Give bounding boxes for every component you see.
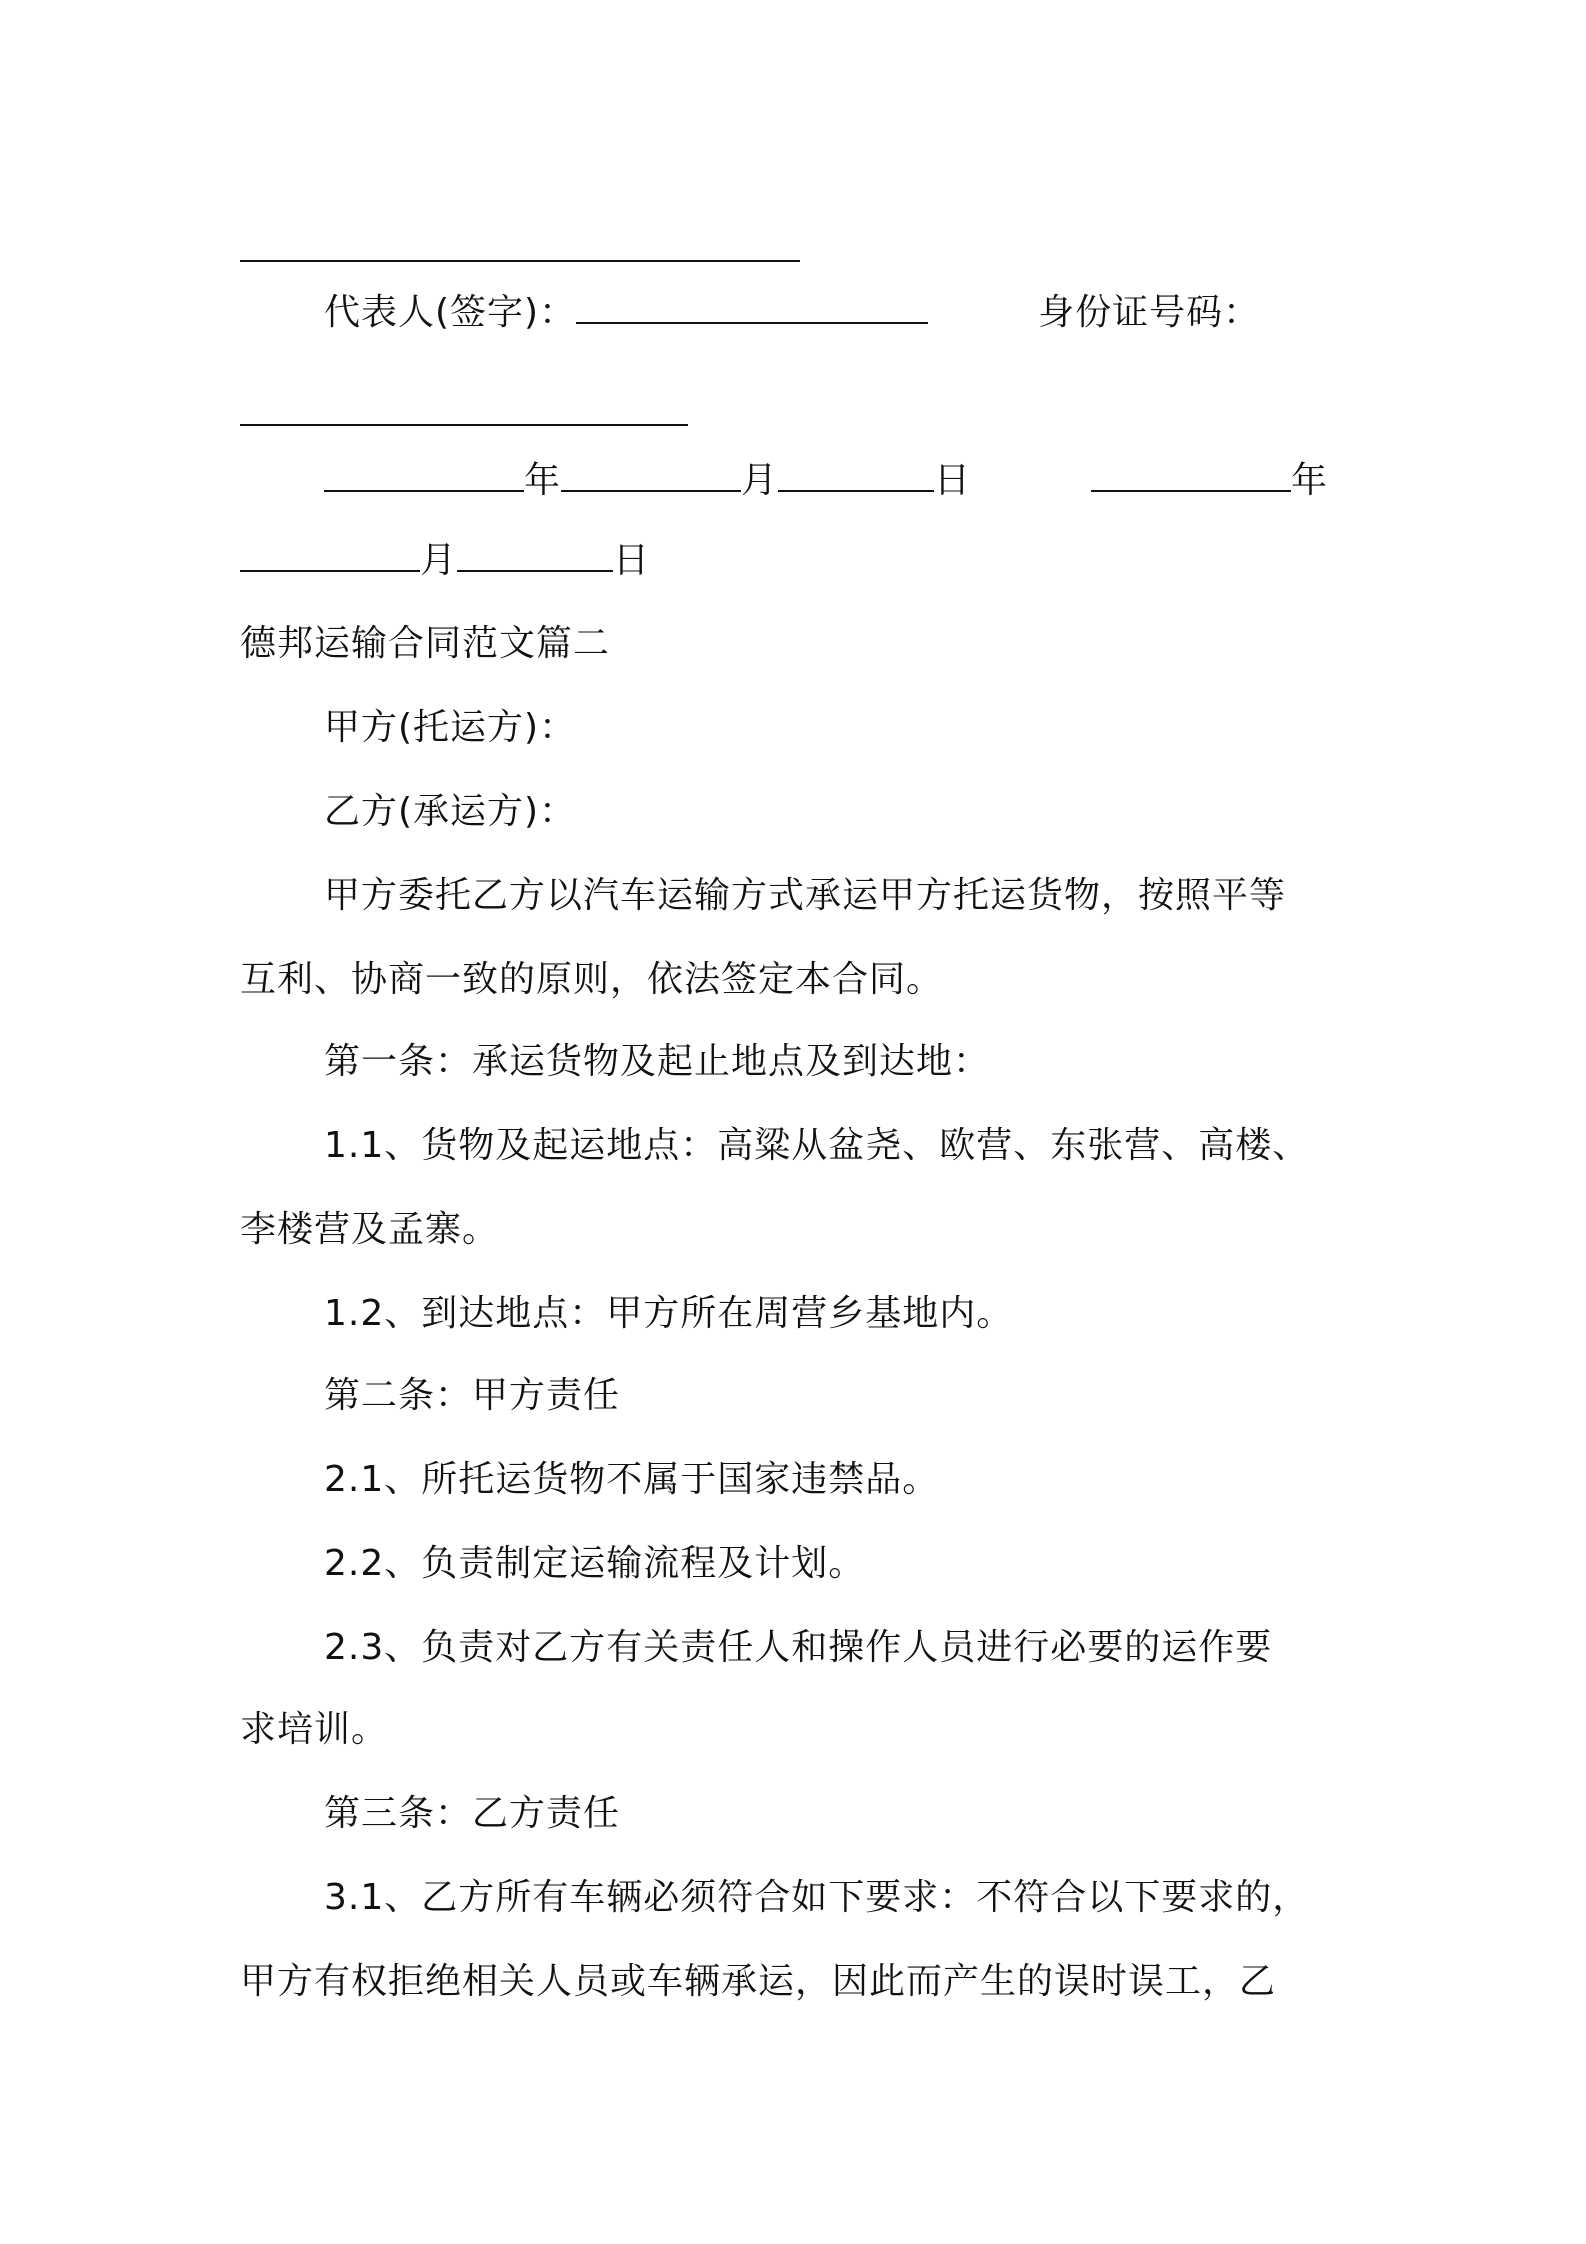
section-heading: 德邦运输合同范文篇二 (240, 623, 611, 664)
clause-3-1-line-2: 甲方有权拒绝相关人员或车辆承运，因此而产生的误时误工，乙 (240, 1961, 1277, 2002)
month-label: 月 (741, 460, 779, 501)
year-label: 年 (524, 460, 562, 501)
party-a-label: 甲方(托运方)： (324, 707, 577, 748)
day-blank-2 (457, 536, 613, 572)
article-1-title: 第一条：承运货物及起止地点及到达地： (324, 1041, 991, 1082)
rep-signature-blank (576, 288, 928, 324)
day-label-2: 日 (613, 540, 651, 581)
rep-label: 代表人(签字)： (324, 292, 577, 333)
clause-2-2: 2.2、负责制定运输流程及计划。 (324, 1543, 866, 1584)
id-number-blank-line (240, 390, 1360, 439)
representative-signature-line (324, 288, 1444, 337)
party-b-label: 乙方(承运方)： (324, 791, 577, 832)
article-2-title: 第二条：甲方责任 (324, 1375, 621, 1416)
month-label-2: 月 (420, 540, 458, 581)
clause-3-1-line-1: 3.1、乙方所有车辆必须符合如下要求：不符合以下要求的， (324, 1877, 1310, 1918)
blank-line-top (240, 226, 1360, 275)
date-line-2 (240, 536, 1360, 585)
intro-paragraph-line-1: 甲方委托乙方以汽车运输方式承运甲方托运货物，按照平等 (324, 875, 1287, 916)
id-label: 身份证号码： (1038, 292, 1261, 333)
clause-2-3-line-2: 求培训。 (240, 1709, 389, 1750)
year-blank-2 (1091, 456, 1291, 492)
id-number-blank (240, 390, 688, 426)
clause-2-3-line-1: 2.3、负责对乙方有关责任人和操作人员进行必要的运作要 (324, 1627, 1273, 1668)
date-line-1 (324, 456, 1444, 505)
month-blank-2 (240, 536, 420, 572)
day-blank (778, 456, 934, 492)
month-blank (561, 456, 741, 492)
clause-2-1: 2.1、所托运货物不属于国家违禁品。 (324, 1459, 940, 1500)
year-label-2: 年 (1291, 460, 1329, 501)
clause-1-1-line-2: 李楼营及孟寨。 (240, 1209, 500, 1250)
clause-1-2: 1.2、到达地点：甲方所在周营乡基地内。 (324, 1293, 1014, 1334)
intro-paragraph-line-2: 互利、协商一致的原则，依法签定本合同。 (240, 959, 944, 1000)
year-blank (324, 456, 524, 492)
day-label: 日 (934, 460, 972, 501)
blank-field (240, 226, 800, 262)
clause-1-1-line-1: 1.1、货物及起运地点：高粱从盆尧、欧营、东张营、高楼、 (324, 1125, 1310, 1166)
article-3-title: 第三条：乙方责任 (324, 1793, 621, 1834)
